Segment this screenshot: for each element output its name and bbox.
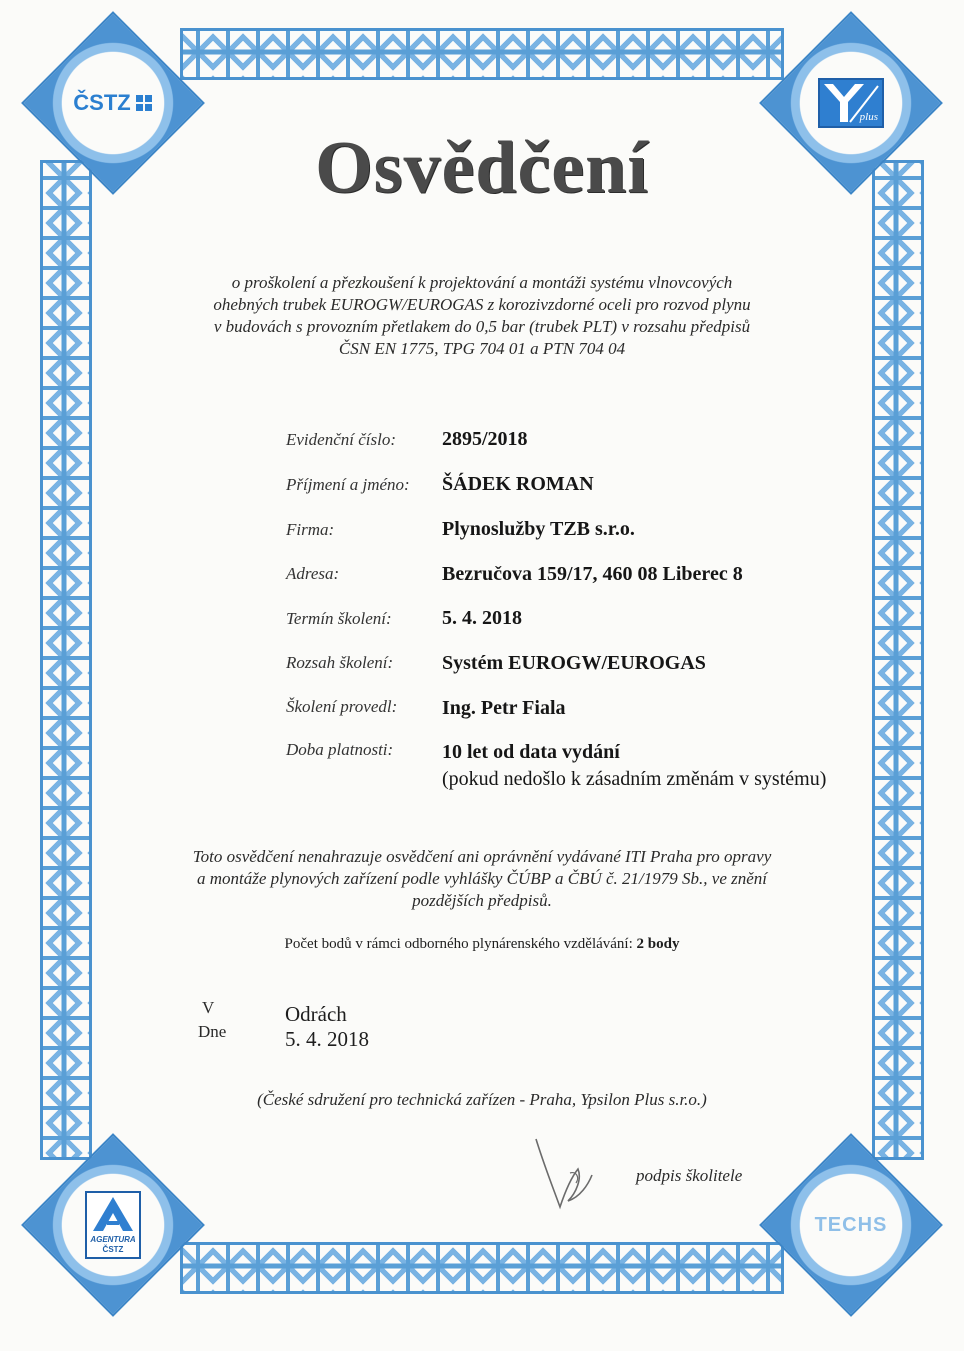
field-label-company: Firma: (286, 520, 335, 539)
agentura-a-icon (89, 1195, 137, 1233)
border-left (40, 160, 92, 1160)
field-value-registration-number: 2895/2018 (442, 428, 528, 450)
points-value: 2 body (636, 936, 680, 952)
field-label-training-scope: Rozsah školení: (286, 653, 394, 672)
education-points (0, 936, 964, 953)
place-value: Odrách (285, 1002, 347, 1026)
border-right (872, 160, 924, 1160)
points-label: Počet bodů v rámci odborného plynárenského vzdělávání: (284, 936, 633, 952)
date-value: 5. 4. 2018 (285, 1027, 369, 1051)
field-label-trainer: Školení provedl: (286, 697, 398, 716)
signature-scribble (530, 1135, 620, 1215)
validity-note: (pokud nedošlo k zásadním změnám v systému) (442, 768, 827, 790)
cstz-mark-icon (135, 94, 153, 112)
intro-line: o proškolení a přezkoušení k projektování a montáži systému vlnovcových (231, 273, 733, 292)
certificate-intro (160, 272, 804, 360)
corner-bottom-left (21, 1133, 205, 1317)
cstz-logo: ČSTZ (73, 90, 152, 116)
field-value-trainer: Ing. Petr Fiala (442, 697, 566, 719)
field-label-training-date: Termín školení: (286, 609, 392, 628)
field-value-training-date: 5. 4. 2018 (442, 607, 522, 629)
note-line: pozdějších předpisů. (412, 891, 552, 910)
field-value-name: ŠÁDEK ROMAN (442, 473, 594, 495)
note-line: a montáže plynových zařízení podle vyhlášky ČÚBP a ČBÚ č. 21/1979 Sb., ve znění (196, 869, 767, 888)
corner-bottom-right (759, 1133, 943, 1317)
techs-logo: TECHS (814, 1213, 888, 1236)
agentura-cstz-logo: AGENTURA ČSTZ (85, 1191, 141, 1259)
issuing-organization: (České sdružení pro technická zařízen - Praha, Ypsilon Plus s.r.o.) (257, 1090, 707, 1109)
disclaimer-note (140, 846, 824, 912)
certificate-title: Osvědčení (315, 127, 649, 209)
ypsilon-plus-logo: plus (818, 78, 884, 128)
border-bottom (180, 1242, 784, 1294)
field-label-registration-number: Evidenční číslo: (286, 430, 396, 449)
date-label: Dne (198, 1022, 227, 1041)
place-label: V (202, 998, 215, 1017)
field-label-address: Adresa: (286, 564, 340, 583)
signature-caption: podpis školitele (636, 1166, 743, 1185)
field-value-company: Plynoslužby TZB s.r.o. (442, 518, 635, 540)
field-value-training-scope: Systém EUROGW/EUROGAS (442, 652, 706, 674)
note-line: Toto osvědčení nenahrazuje osvědčení ani oprávnění vydávané ITI Praha pro opravy (192, 847, 772, 866)
field-value-address: Bezručova 159/17, 460 08 Liberec 8 (442, 563, 743, 585)
intro-line: ohebných trubek EUROGW/EUROGAS z korozivzdorné oceli pro rozvod plynu (213, 295, 751, 314)
field-label-name: Příjmení a jméno: (286, 475, 410, 494)
intro-line: ČSN EN 1775, TPG 704 01 a PTN 704 04 (338, 339, 626, 358)
border-top (180, 28, 784, 80)
field-value-validity: 10 let od data vydání (442, 741, 620, 763)
field-label-validity: Doba platnosti: (286, 740, 394, 759)
intro-line: v budovách s provozním přetlakem do 0,5 bar (trubek PLT) v rozsahu předpisů (213, 317, 751, 336)
